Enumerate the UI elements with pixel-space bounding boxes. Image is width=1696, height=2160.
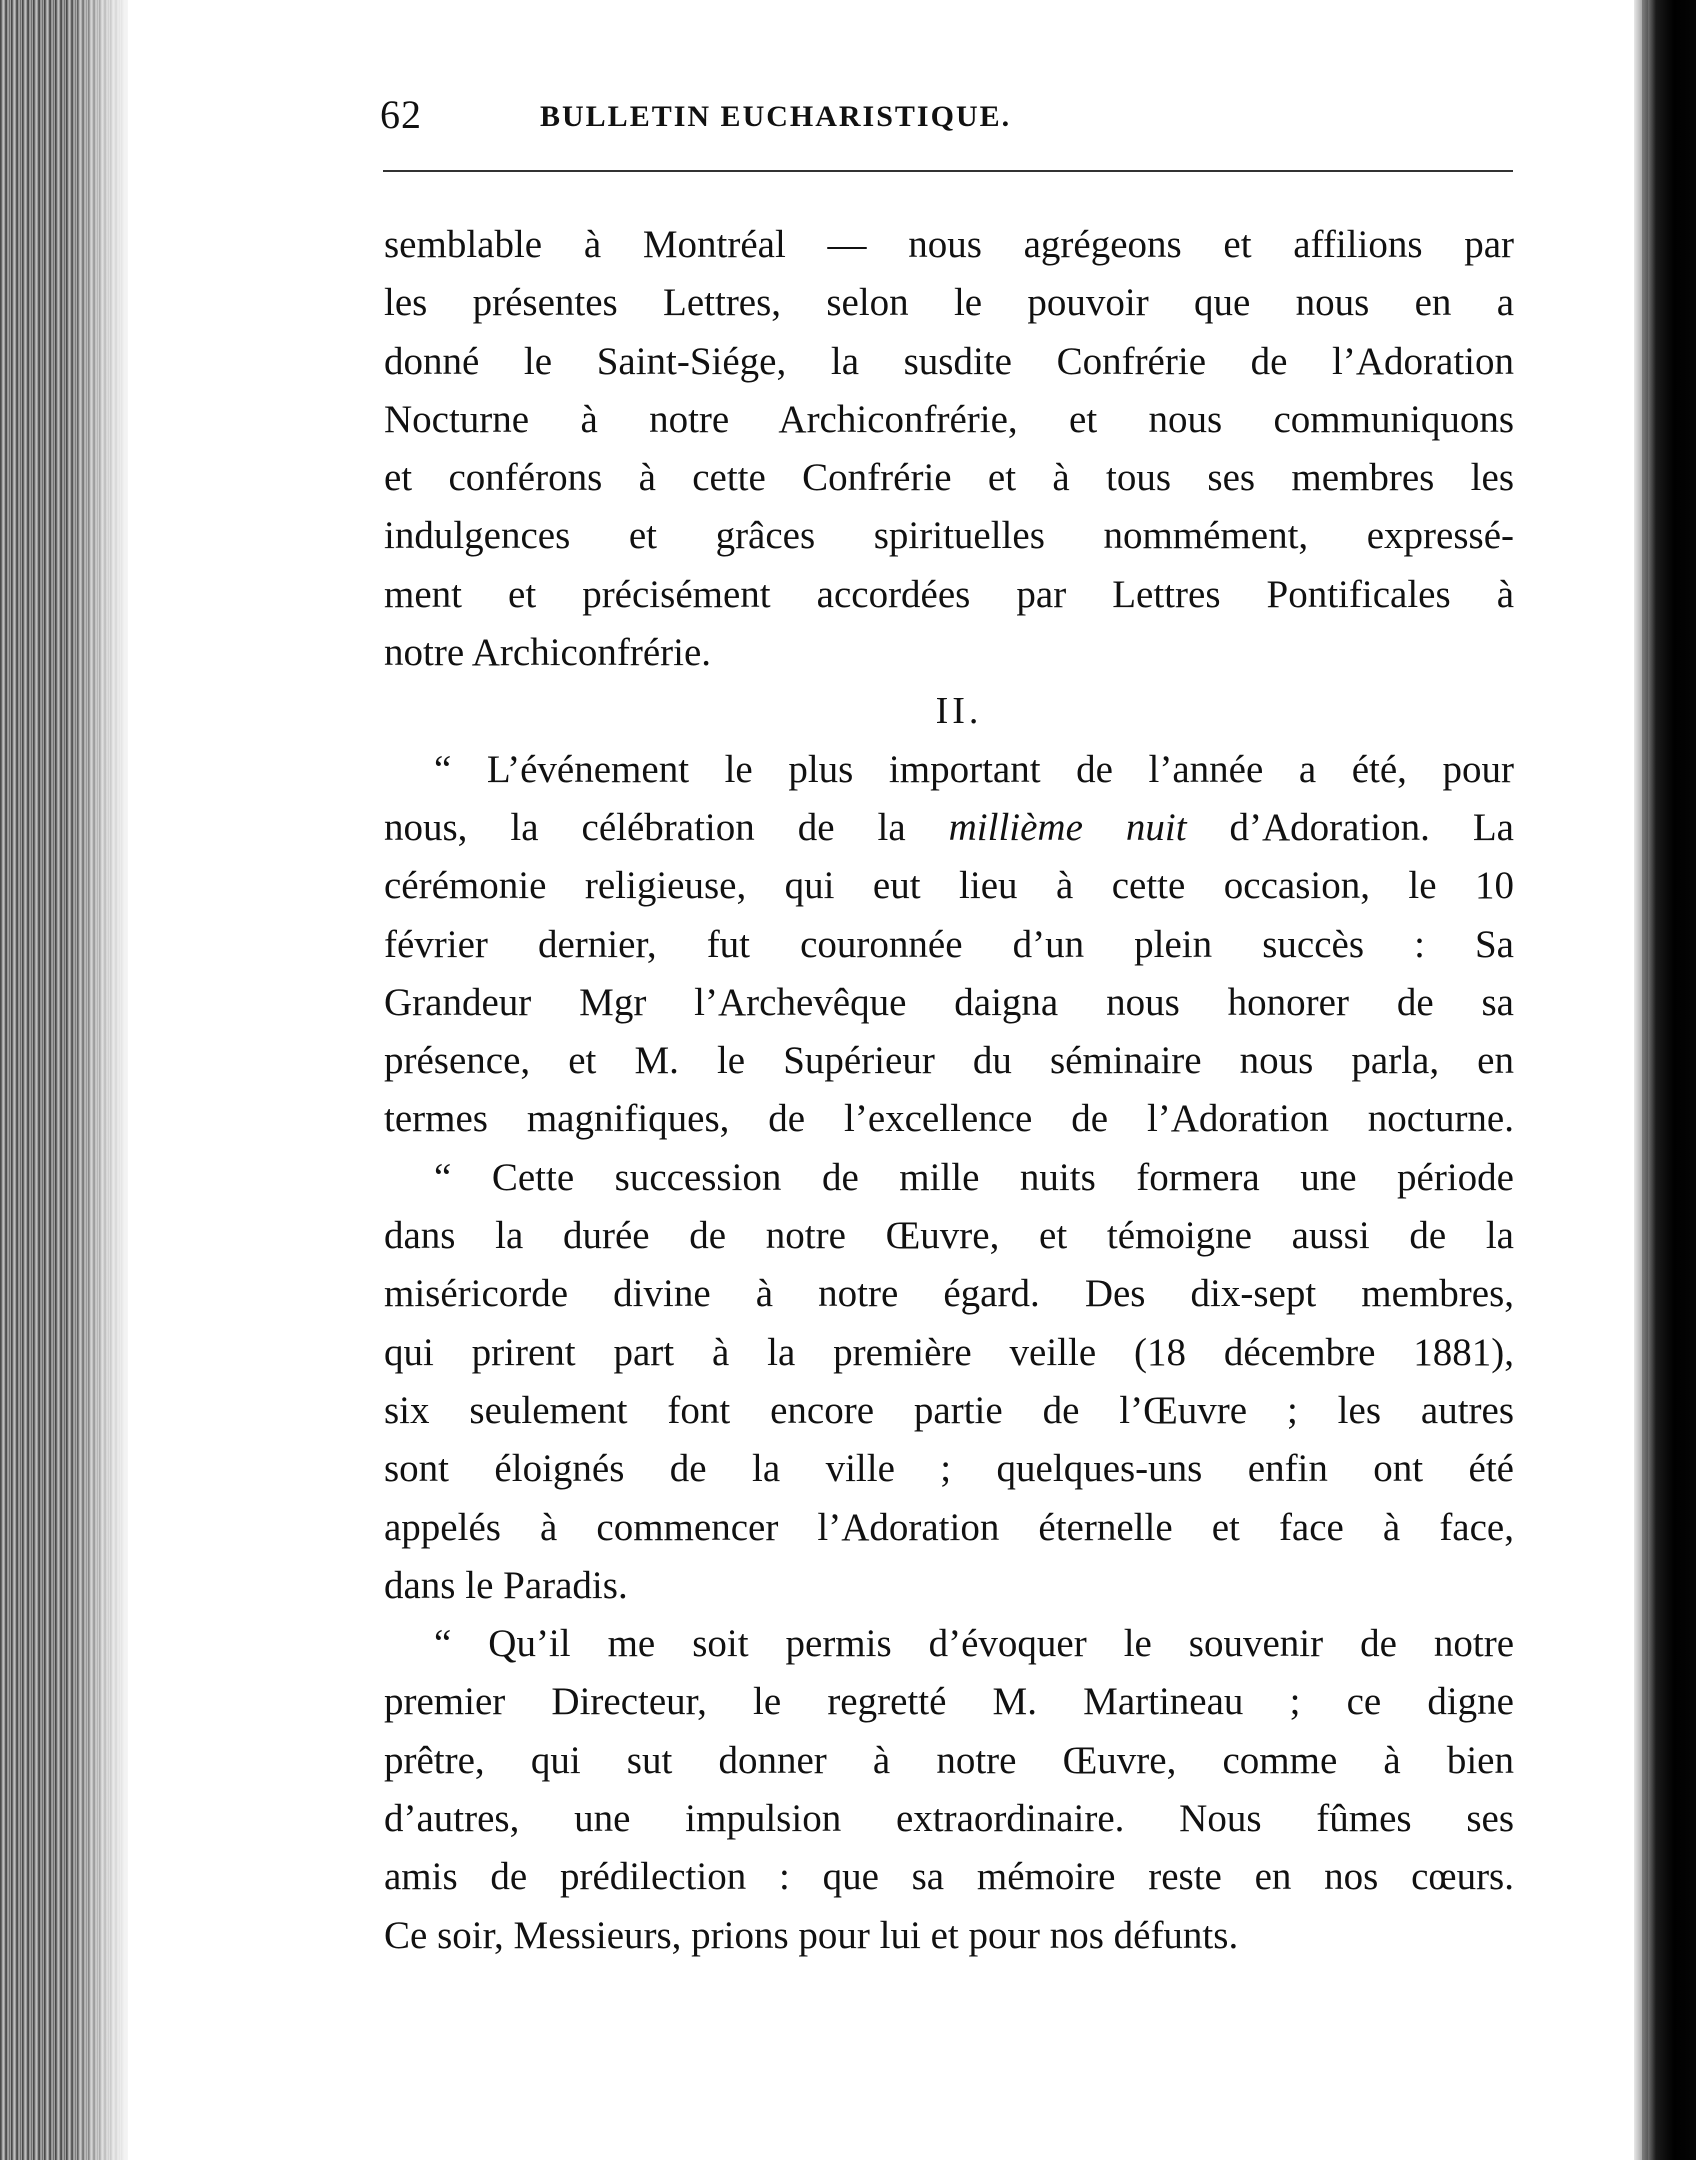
body-text bbox=[384, 216, 1514, 1965]
text-line: Grandeur Mgr l’Archevêque daigna nous honorer de sa bbox=[384, 980, 1514, 1024]
text-run: d’Adoration. La bbox=[1186, 805, 1514, 849]
text-line: ment et précisément accordées par Lettres Pontificales à bbox=[384, 572, 1514, 616]
text-line: d’autres, une impulsion extraordinaire. Nous fûmes ses bbox=[384, 1797, 1514, 1841]
text-line: termes magnifiques, de l’excellence de l’Adoration nocturne. bbox=[384, 1097, 1514, 1141]
text-line: dans le Paradis. bbox=[384, 1563, 628, 1607]
text-line: Ce soir, Messieurs, prions pour lui et pour nos défunts. bbox=[384, 1913, 1239, 1957]
scan-border-shadow bbox=[1642, 0, 1648, 2160]
text-line: prêtre, qui sut donner à notre Œuvre, comme à bien bbox=[384, 1738, 1514, 1782]
text-line: cérémonie religieuse, qui eut lieu à cette occasion, le 10 bbox=[384, 864, 1514, 908]
text-line: “ Cette succession de mille nuits formera une période bbox=[434, 1155, 1514, 1199]
paragraph-mille-nuits bbox=[384, 1149, 1514, 1615]
italic-phrase: millième nuit bbox=[948, 805, 1187, 849]
text-run: nous, la célébration de la bbox=[384, 805, 949, 849]
page-number: 62 bbox=[380, 92, 422, 137]
gutter-shadow bbox=[70, 0, 128, 2160]
running-title: BULLETIN EUCHARISTIQUE. bbox=[540, 100, 1012, 133]
text-line: février dernier, fut couronnée d’un plein succès : Sa bbox=[384, 922, 1514, 966]
text-line: indulgences et grâces spirituelles nommément, expressé- bbox=[384, 514, 1514, 558]
paragraph-millieme-nuit bbox=[384, 741, 1514, 1149]
text-line: sont éloignés de la ville ; quelques-uns enfin ont été bbox=[384, 1447, 1514, 1491]
text-line: “ Qu’il me soit permis d’évoquer le souvenir de notre bbox=[434, 1622, 1514, 1666]
text-line: six seulement font encore partie de l’Œuvre ; les autres bbox=[384, 1388, 1514, 1432]
text-line: semblable à Montréal — nous agrégeons et affilions par bbox=[384, 223, 1514, 266]
header-rule bbox=[383, 170, 1513, 172]
paragraph-continuation bbox=[384, 216, 1514, 682]
text-line: qui prirent part à la première veille (18 décembre 1881), bbox=[384, 1330, 1514, 1374]
text-line: “ L’événement le plus important de l’année a été, pour bbox=[434, 747, 1514, 791]
running-head bbox=[380, 90, 1512, 140]
text-line: Nocturne à notre Archiconfrérie, et nous communiquons bbox=[384, 397, 1514, 441]
section-heading: II. bbox=[935, 690, 983, 733]
paragraph-martineau bbox=[384, 1615, 1514, 1965]
text-line: premier Directeur, le regretté M. Martineau ; ce digne bbox=[384, 1680, 1514, 1724]
text-line: donné le Saint-Siége, la susdite Confrérie de l’Adoration bbox=[384, 339, 1514, 383]
text-line: présence, et M. le Supérieur du séminaire nous parla, en bbox=[384, 1039, 1514, 1083]
text-line: miséricorde divine à notre égard. Des dix-sept membres, bbox=[384, 1272, 1514, 1316]
text-line: les présentes Lettres, selon le pouvoir que nous en a bbox=[384, 281, 1514, 325]
text-line: amis de prédilection : que sa mémoire reste en nos cœurs. bbox=[384, 1855, 1514, 1899]
text-line: dans la durée de notre Œuvre, et témoigne aussi de la bbox=[384, 1214, 1514, 1258]
text-line: notre Archiconfrérie. bbox=[384, 631, 712, 675]
text-line: appelés à commencer l’Adoration éternelle et face à face, bbox=[384, 1505, 1514, 1549]
text-line: et conférons à cette Confrérie et à tous ses membres les bbox=[384, 456, 1514, 500]
text-line-with-italic bbox=[384, 799, 1514, 857]
